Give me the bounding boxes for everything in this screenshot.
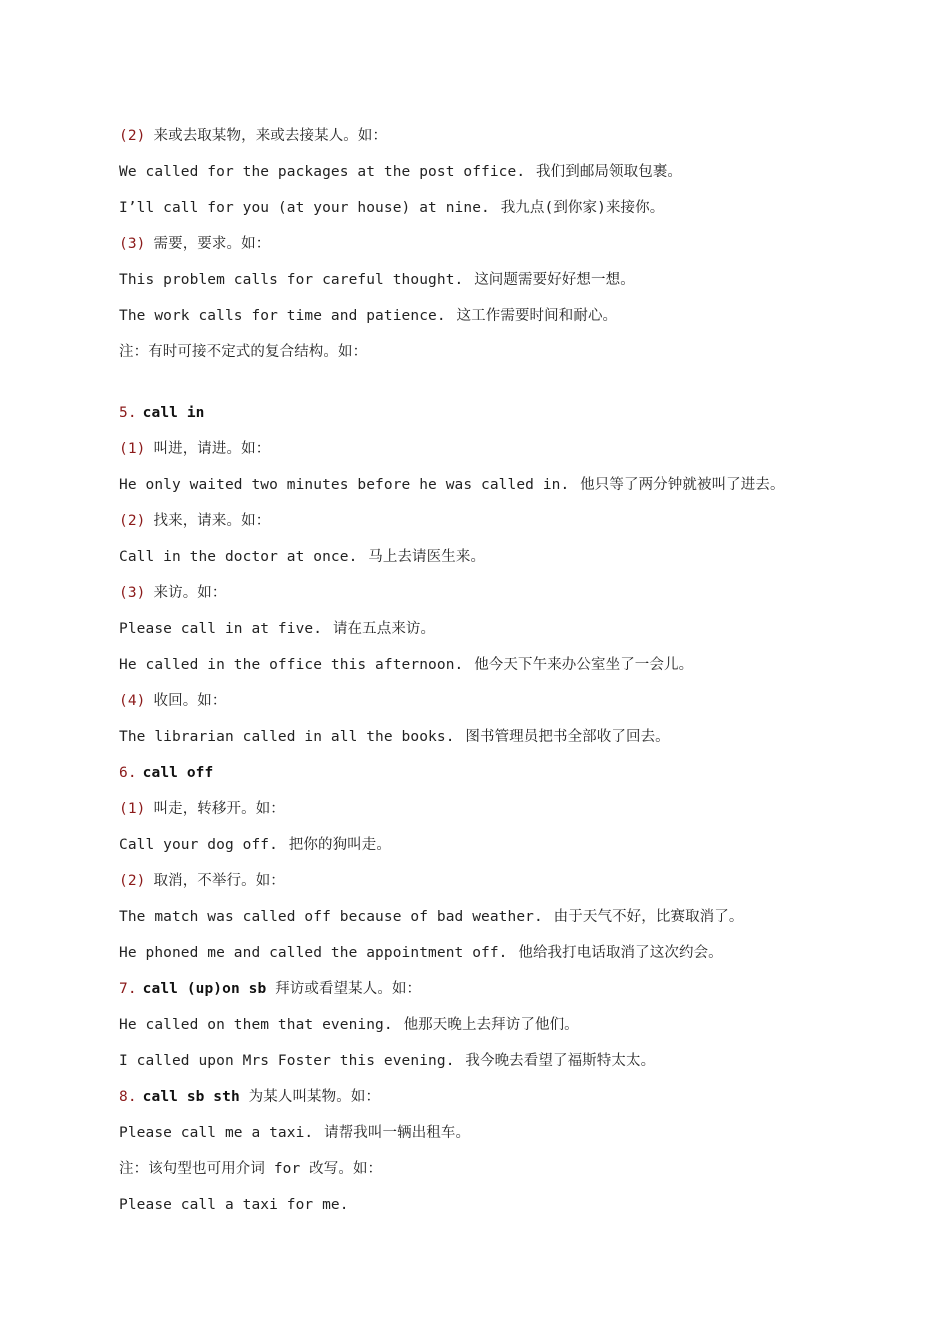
example-chinese: 他今天下午来办公室坐了一会儿。 xyxy=(474,657,694,673)
sense-line xyxy=(119,234,909,270)
sense-text: 叫走，转移开。如： xyxy=(153,801,285,817)
example-chinese: 请在五点来访。 xyxy=(332,621,436,637)
sense-number: (1) xyxy=(119,801,146,817)
example-chinese: 我们到邮局领取包裹。 xyxy=(536,164,683,180)
phrase-heading xyxy=(119,403,909,439)
example-chinese: 马上去请医生来。 xyxy=(368,549,486,565)
sense-line xyxy=(119,799,909,835)
example-sentence xyxy=(119,270,909,306)
example-chinese: 我今晚去看望了福斯特太太。 xyxy=(465,1053,656,1069)
heading-phrase: call (up)on sb xyxy=(142,981,267,997)
heading-number: 6. xyxy=(119,765,137,781)
sense-text: 来或去取某物，来或去接某人。如： xyxy=(153,128,388,144)
example-english: Call your dog off. xyxy=(119,837,278,853)
sense-number: (4) xyxy=(119,693,146,709)
example-sentence xyxy=(119,907,909,943)
example-english: He only waited two minutes before he was called in. xyxy=(119,477,570,493)
sense-line xyxy=(119,871,909,907)
sense-text: 收回。如： xyxy=(153,693,227,709)
sense-text: 来访。如： xyxy=(153,585,227,601)
example-english: Please call a taxi for me. xyxy=(119,1197,349,1213)
example-sentence xyxy=(119,619,909,655)
heading-phrase: call in xyxy=(142,405,205,421)
sense-line xyxy=(119,583,909,619)
example-english: He phoned me and called the appointment off. xyxy=(119,945,508,961)
sense-number: (3) xyxy=(119,585,146,601)
example-english: The match was called off because of bad weather. xyxy=(119,909,543,925)
example-sentence xyxy=(119,475,909,511)
example-english: This problem calls for careful thought. xyxy=(119,272,464,288)
example-sentence xyxy=(119,943,909,979)
example-english: Call in the doctor at once. xyxy=(119,549,358,565)
example-chinese: 他给我打电话取消了这次约会。 xyxy=(518,945,723,961)
example-english: Please call me a taxi. xyxy=(119,1125,314,1141)
phrase-heading xyxy=(119,763,909,799)
example-chinese: 我九点(到你家)来接你。 xyxy=(500,200,665,216)
note-text: 注：有时可接不定式的复合结构。如： xyxy=(119,344,368,360)
example-sentence xyxy=(119,1051,909,1087)
example-english: We called for the packages at the post office. xyxy=(119,164,526,180)
phrase-heading xyxy=(119,1087,909,1123)
example-english: Please call in at five. xyxy=(119,621,323,637)
heading-phrase: call off xyxy=(142,765,214,781)
heading-number: 8. xyxy=(119,1089,137,1105)
example-sentence xyxy=(119,1015,909,1051)
sense-text: 叫进，请进。如： xyxy=(153,441,271,457)
example-english: The librarian called in all the books. xyxy=(119,729,455,745)
sense-line xyxy=(119,439,909,475)
example-chinese: 他那天晚上去拜访了他们。 xyxy=(403,1017,579,1033)
example-english: He called on them that evening. xyxy=(119,1017,393,1033)
example-chinese: 请帮我叫一辆出租车。 xyxy=(324,1125,471,1141)
sense-line xyxy=(119,691,909,727)
example-chinese: 这工作需要时间和耐心。 xyxy=(456,308,618,324)
sense-number: (2) xyxy=(119,873,146,889)
example-sentence xyxy=(119,162,909,198)
example-english: He called in the office this afternoon. xyxy=(119,657,464,673)
sense-text: 取消，不举行。如： xyxy=(153,873,285,889)
heading-meaning: 为某人叫某物。如： xyxy=(248,1089,381,1105)
phrase-heading xyxy=(119,979,909,1015)
example-chinese: 把你的狗叫走。 xyxy=(288,837,391,853)
heading-number: 5. xyxy=(119,405,137,421)
example-chinese: 他只等了两分钟就被叫了进去。 xyxy=(580,477,785,493)
note-text: 注：该句型也可用介词 for 改写。如： xyxy=(119,1161,383,1177)
example-sentence xyxy=(119,198,909,234)
example-sentence xyxy=(119,306,909,342)
heading-number: 7. xyxy=(119,981,137,997)
example-sentence xyxy=(119,655,909,691)
sense-line xyxy=(119,511,909,547)
sense-text: 找来，请来。如： xyxy=(153,513,271,529)
note-line xyxy=(119,342,909,378)
example-sentence xyxy=(119,1123,909,1159)
sense-text: 需要，要求。如： xyxy=(153,236,271,252)
blank-line xyxy=(119,378,909,403)
example-chinese: 由于天气不好，比赛取消了。 xyxy=(553,909,744,925)
example-english: I called upon Mrs Foster this evening. xyxy=(119,1053,455,1069)
note-line xyxy=(119,1159,909,1195)
example-sentence xyxy=(119,1195,909,1231)
example-sentence xyxy=(119,727,909,763)
example-chinese: 图书管理员把书全部收了回去。 xyxy=(465,729,670,745)
document-body xyxy=(119,126,909,1231)
heading-meaning: 拜访或看望某人。如： xyxy=(275,981,422,997)
example-sentence xyxy=(119,835,909,871)
sense-number: (2) xyxy=(119,128,146,144)
sense-line xyxy=(119,126,909,162)
example-english: The work calls for time and patience. xyxy=(119,308,446,324)
example-english: I’ll call for you (at your house) at nine. xyxy=(119,200,490,216)
example-sentence xyxy=(119,547,909,583)
sense-number: (1) xyxy=(119,441,146,457)
sense-number: (3) xyxy=(119,236,146,252)
sense-number: (2) xyxy=(119,513,146,529)
example-chinese: 这问题需要好好想一想。 xyxy=(474,272,635,288)
heading-phrase: call sb sth xyxy=(142,1089,240,1105)
